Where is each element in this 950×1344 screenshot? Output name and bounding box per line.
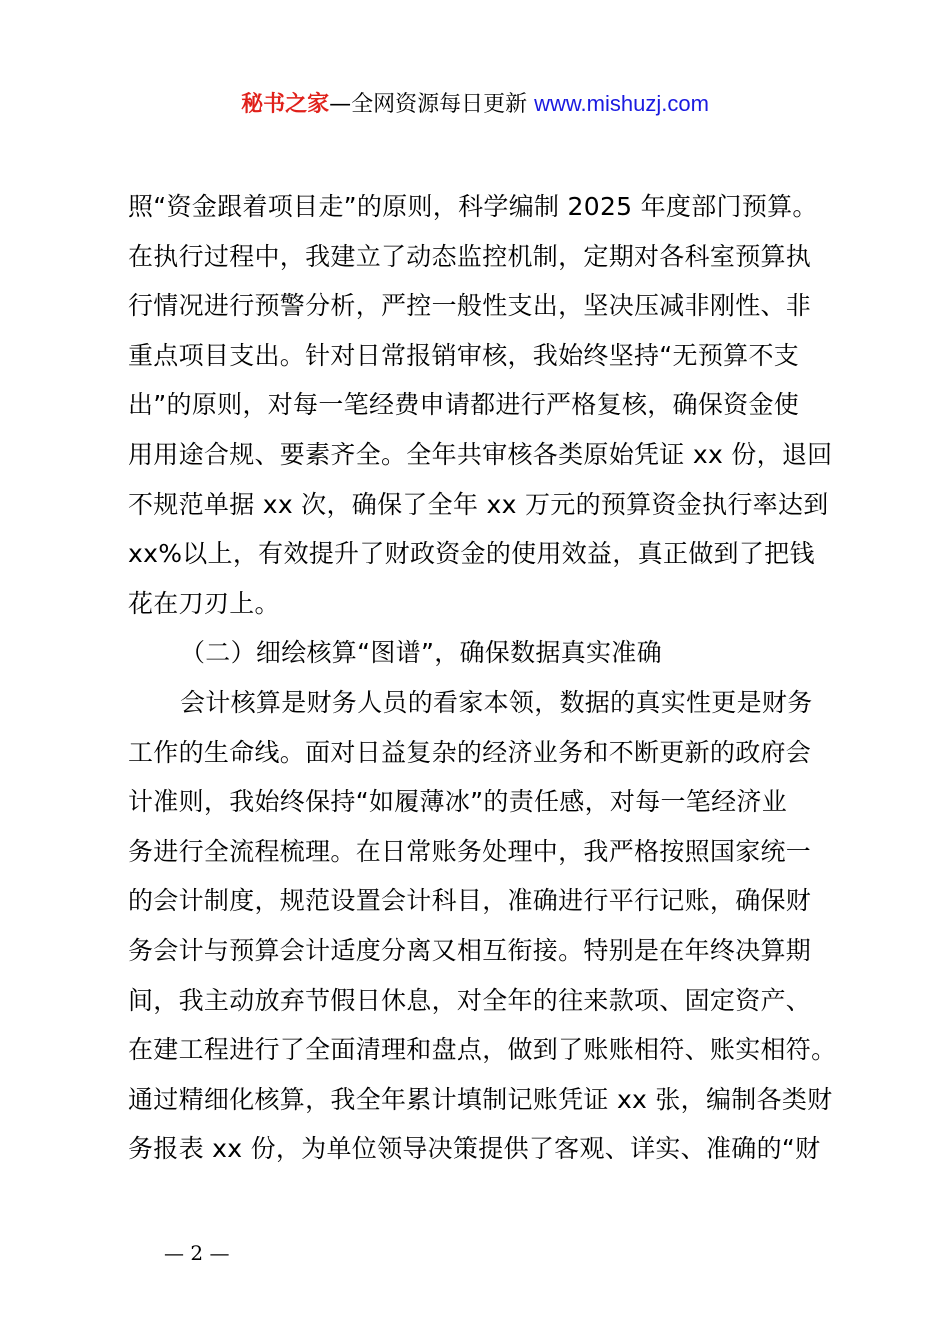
text-line: xx%以上，有效提升了财政资金的使用效益，真正做到了把钱 xyxy=(128,539,815,569)
text-line: 重点项目支出。针对日常报销审核，我始终坚持“无预算不支 xyxy=(128,340,800,370)
text-line: 会计核算是财务人员的看家本领，数据的真实性更是财务 xyxy=(180,687,813,717)
text-line: 务会计与预算会计适度分离又相互衔接。特别是在年终决算期 xyxy=(128,935,812,965)
text-line: 照“资金跟着项目走”的原则，科学编制 2025 年度部门预算。 xyxy=(128,192,818,221)
section-heading: （二）细绘核算“图谱”，确保数据真实准确 xyxy=(180,638,662,668)
text-line: 计准则，我始终保持“如履薄冰”的责任感，对每一笔经济业 xyxy=(128,787,788,817)
text-line: 通过精细化核算，我全年累计填制记账凭证 xx 张，编制各类财 xyxy=(128,1084,833,1114)
text-line: 行情况进行预警分析，严控一般性支出，坚决压减非刚性、非 xyxy=(128,291,812,321)
text-line: 的会计制度，规范设置会计科目，准确进行平行记账，确保财 xyxy=(128,886,812,916)
text-line: 用用途合规、要素齐全。全年共审核各类原始凭证 xx 份，退回 xyxy=(128,439,833,469)
header-tagline: —全网资源每日更新 xyxy=(329,92,528,117)
page-number: — 2 — xyxy=(164,1241,230,1265)
text-line: 工作的生命线。面对日益复杂的经济业务和不断更新的政府会 xyxy=(128,737,812,767)
page-header xyxy=(0,86,950,123)
text-line: 花在刀刃上。 xyxy=(128,588,280,618)
text-line: 出”的原则，对每一笔经费申请都进行严格复核，确保资金使 xyxy=(128,390,800,420)
text-line: 不规范单据 xx 次，确保了全年 xx 万元的预算资金执行率达到 xyxy=(128,489,829,519)
document-body xyxy=(128,182,837,1174)
header-site-link[interactable]: www.mishuzj.com xyxy=(534,91,709,116)
text-line: 在执行过程中，我建立了动态监控机制，定期对各科室预算执 xyxy=(128,241,812,271)
header-brand: 秘书之家 xyxy=(241,92,330,117)
text-line: 务进行全流程梳理。在日常账务处理中，我严格按照国家统一 xyxy=(128,836,812,866)
text-line: 在建工程进行了全面清理和盘点，做到了账账相符、账实相符。 xyxy=(128,1035,837,1065)
text-line: 务报表 xx 份，为单位领导决策提供了客观、详实、准确的“财 xyxy=(128,1134,821,1164)
text-line: 间，我主动放弃节假日休息，对全年的往来款项、固定资产、 xyxy=(128,985,812,1015)
